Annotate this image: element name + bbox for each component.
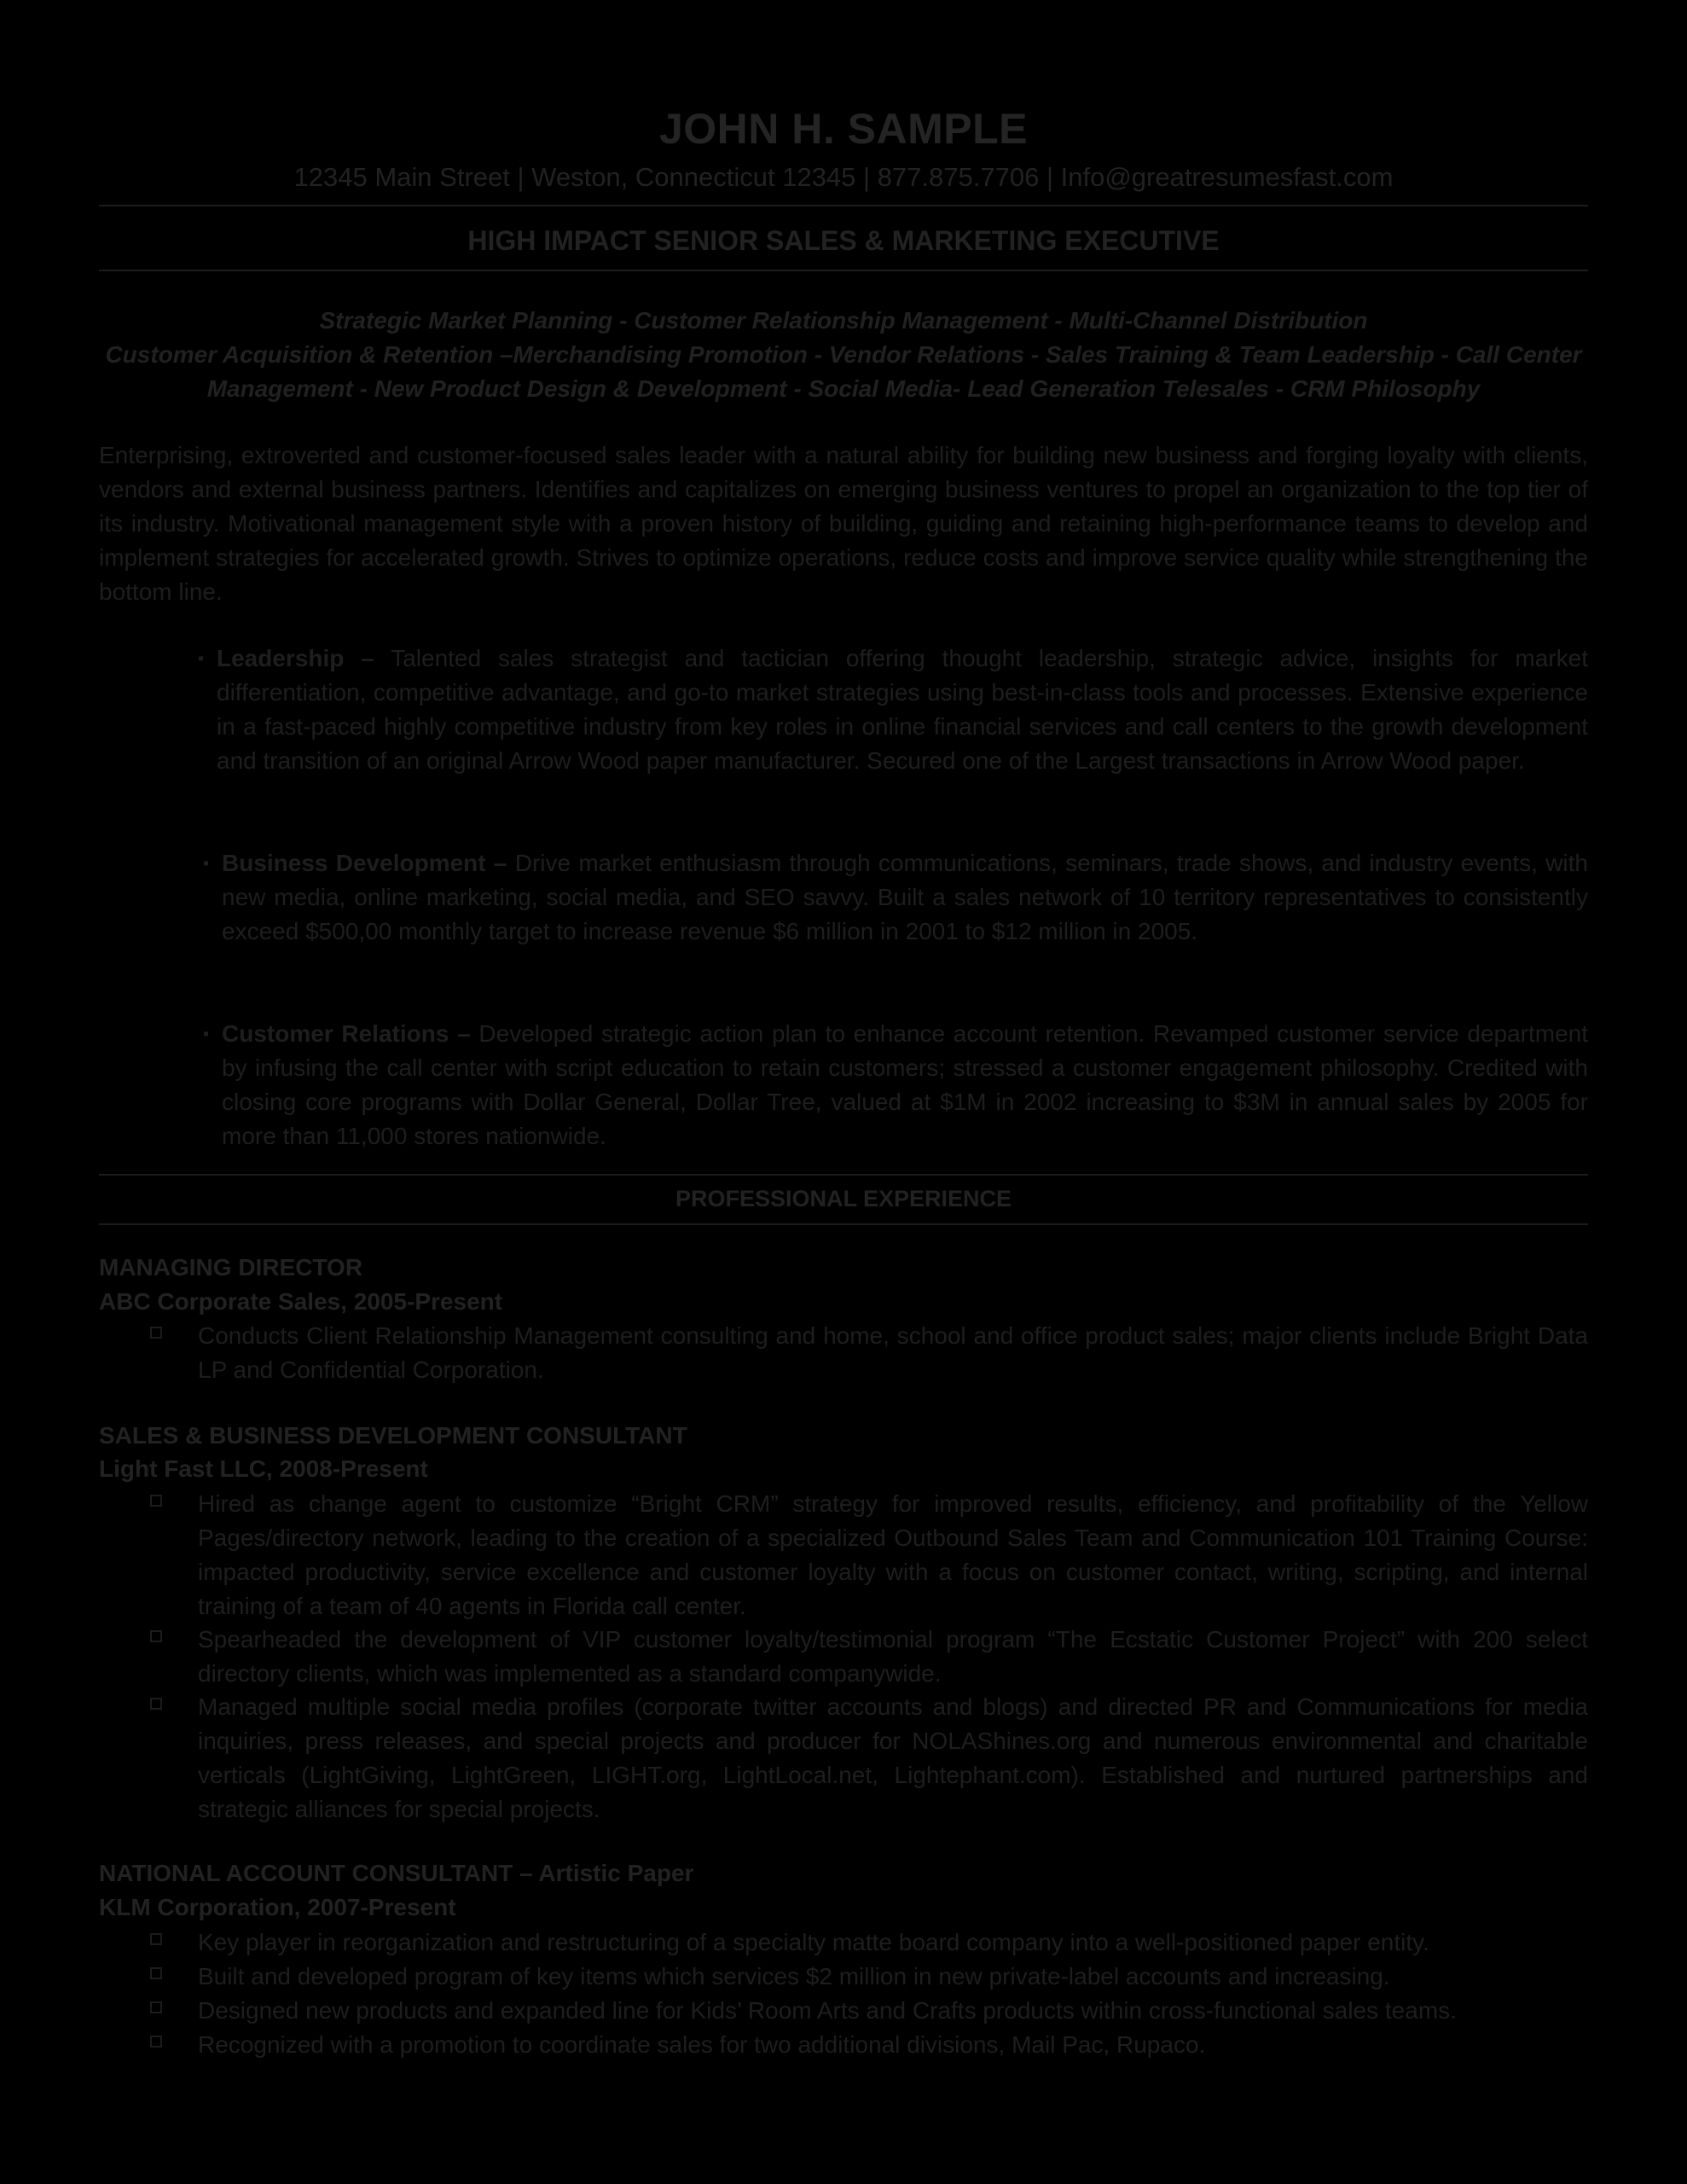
divider xyxy=(99,1174,1588,1176)
duty-item xyxy=(198,1319,1588,1387)
highlight-title: Leadership – xyxy=(217,645,374,671)
checkbox-bullet-icon xyxy=(150,1933,162,1945)
divider xyxy=(99,205,1588,206)
job-title: SALES & BUSINESS DEVELOPMENT CONSULTANT xyxy=(99,1422,687,1449)
highlight-title: Customer Relations – xyxy=(222,1020,471,1047)
duty-text: Hired as change agent to customize “Bright CRM” strategy for improved results, efficiency, and profitability of the Yellow Pages/directory network, leading to the creation of a specialized Outbound Sales Team and Communication 101 Training Course: impacted productivity, service excellence and customer loyalty with a focus on customer contact, writing, scripting, and internal training of a team of 40 agents in Florida call center. xyxy=(198,1490,1588,1619)
job-title: MANAGING DIRECTOR xyxy=(99,1254,363,1281)
highlight-item xyxy=(198,642,1588,778)
highlight-item xyxy=(203,846,1589,949)
job-company: KLM Corporation, 2007-Present xyxy=(99,1894,456,1920)
profile-summary: Enterprising, extroverted and customer-focused sales leader with a natural ability for building new business and forging loyalty with clients, vendors and external business partners. Identifies and capitalizes on emerging business ventures to propel an organization to the top tier of its industry. Motivational management style with a proven history of building, guiding and retaining high-performance teams to develop and implement strategies for accelerated growth. Strives to optimize operations, reduce costs and improve service quality while strengthening the bottom line. xyxy=(99,442,1588,605)
duty-text: Built and developed program of key items which services $2 million in new private-label accounts and increasing. xyxy=(198,1963,1390,1989)
duty-item xyxy=(198,1690,1588,1827)
highlight-text: Talented sales strategist and tactician offering thought leadership, strategic advice, insights for market differentiation, competitive advantage, and go-to market strategies using best-in-class tools and processes. Extensive experience in a fast-paced highly competitive industry from key roles in online financial services and call centers to the growth development and transition of an original Arrow Wood paper manufacturer. Secured one of the Largest transactions in Arrow Wood paper. xyxy=(217,645,1588,774)
duty-item xyxy=(198,1487,1588,1623)
headline-banner: HIGH IMPACT SENIOR SALES & MARKETING EXECUTIVE xyxy=(467,225,1220,256)
duty-text: Key player in reorganization and restructuring of a specialty matte board company into a well-positioned paper entity. xyxy=(198,1929,1429,1955)
keywords-line: Management - New Product Design & Development - Social Media- Lead Generation Telesales - CRM Philosophy xyxy=(206,375,1481,402)
checkbox-bullet-icon xyxy=(150,2001,162,2013)
contact-line: 12345 Main Street | Weston, Connecticut 12345 | 877.875.7706 | Info@greatresumesfast.com xyxy=(293,162,1394,192)
keywords-line: Strategic Market Planning - Customer Relationship Management - Multi-Channel Distribution xyxy=(319,307,1368,334)
highlight-text: Drive market enthusiasm through communications, seminars, trade shows, and industry events, with new media, online marketing, social media, and SEO savvy. Built a sales network of 10 territory representatives to consistently exceed $500,00 monthly target to increase revenue $6 million in 2001 to $12 million in 2005. xyxy=(222,850,1589,944)
square-bullet-icon: ▪ xyxy=(203,1025,210,1043)
highlight-title: Business Development – xyxy=(222,850,507,876)
duty-text: Designed new products and expanded line for Kids’ Room Arts and Crafts products within cross-functional sales teams. xyxy=(198,1997,1457,2024)
divider xyxy=(99,1223,1588,1225)
keywords-block xyxy=(102,304,1585,406)
divider xyxy=(99,270,1588,271)
checkbox-bullet-icon xyxy=(150,1495,162,1507)
checkbox-bullet-icon xyxy=(150,1698,162,1710)
checkbox-bullet-icon xyxy=(150,1327,162,1339)
square-bullet-icon: ▪ xyxy=(198,649,205,668)
highlight-item xyxy=(203,1017,1588,1153)
duty-item xyxy=(198,1623,1588,1691)
duty-text: Managed multiple social media profiles (corporate twitter accounts and blogs) and directed PR and Communications for media inquiries, press releases, and special projects and producer for NOLAShines.org and numerous environmental and charitable verticals (LightGiving, LightGreen, LIGHT.org, LightLocal.net, Lightephant.com). Established and nurtured partnerships and strategic alliances for special projects. xyxy=(198,1693,1588,1822)
candidate-name: JOHN H. SAMPLE xyxy=(658,105,1029,153)
checkbox-bullet-icon xyxy=(150,2036,162,2048)
duty-item xyxy=(198,2028,1636,2062)
highlight-text: Developed strategic action plan to enhance account retention. Revamped customer service department by infusing the call center with script education to retain customers; stressed a customer engagement philosophy. Credited with closing core programs with Dollar General, Dollar Tree, valued at $1M in 2002 increasing to $3M in annual sales by 2005 for more than 11,000 stores nationwide. xyxy=(222,1020,1588,1149)
duty-item xyxy=(198,1960,1636,1994)
square-bullet-icon: ▪ xyxy=(203,854,210,873)
keywords-line: Customer Acquisition & Retention –Merchandising Promotion - Vendor Relations - Sales Training & Team Leadership - Call Center xyxy=(105,341,1582,368)
duty-text: Recognized with a promotion to coordinate sales for two additional divisions, Mail Pac, Rupaco. xyxy=(198,2031,1206,2058)
duty-text: Spearheaded the development of VIP customer loyalty/testimonial program “The Ecstatic Customer Project” with 200 select directory clients, which was implemented as a standard companywide. xyxy=(198,1626,1588,1687)
section-title: PROFESSIONAL EXPERIENCE xyxy=(675,1186,1012,1211)
checkbox-bullet-icon xyxy=(150,1967,162,1979)
job-title: NATIONAL ACCOUNT CONSULTANT – Artistic Paper xyxy=(99,1860,694,1886)
job-company: Light Fast LLC, 2008-Present xyxy=(99,1455,428,1482)
job-company: ABC Corporate Sales, 2005-Present xyxy=(99,1288,503,1315)
duty-item xyxy=(198,1994,1636,2028)
checkbox-bullet-icon xyxy=(150,1630,162,1642)
duty-text: Conducts Client Relationship Management consulting and home, school and office product sales; major clients include Bright Data LP and Confidential Corporation. xyxy=(198,1322,1588,1383)
duty-item xyxy=(198,1926,1636,1960)
